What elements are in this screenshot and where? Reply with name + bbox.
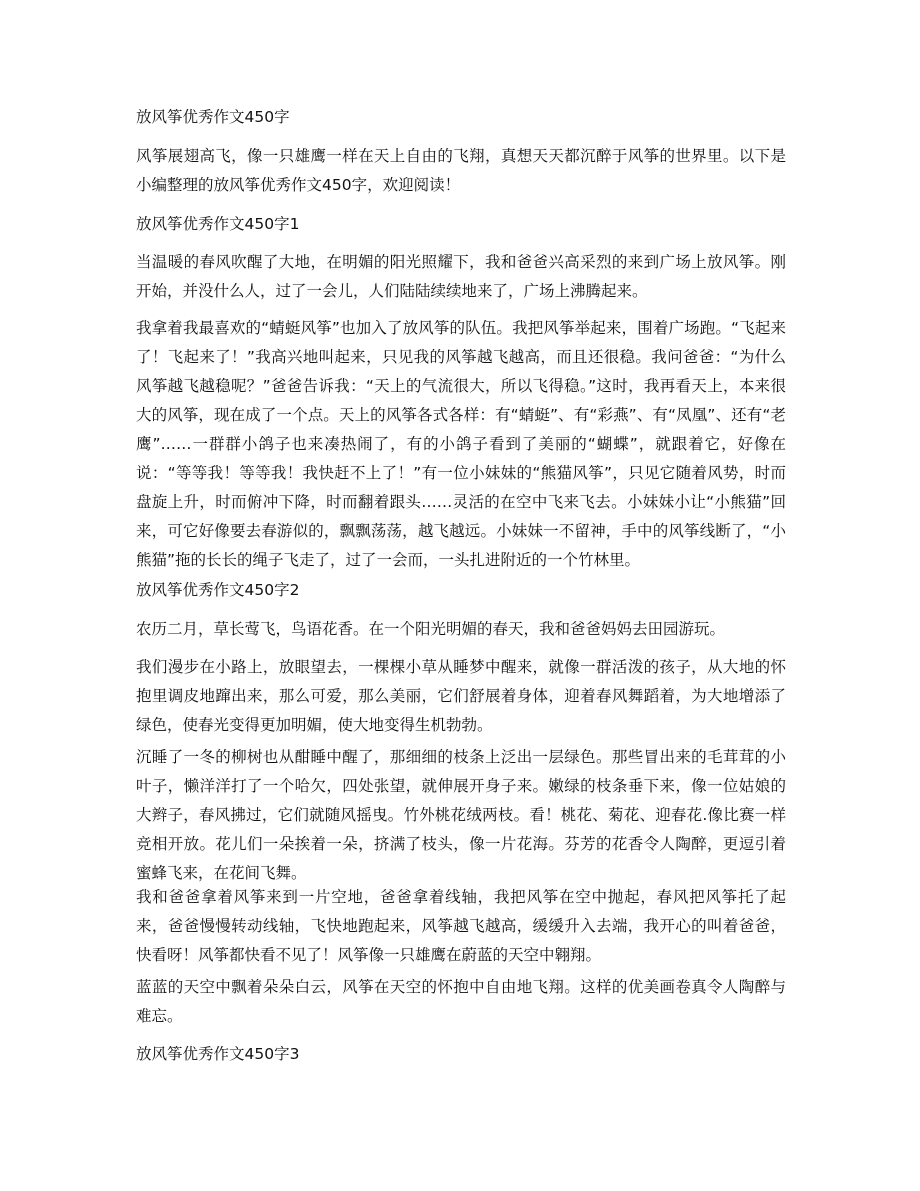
essay1-paragraph-2: 我拿着我最喜欢的“蜻蜓风筝”也加入了放风筝的队伍。我把风筝举起来，围着广场跑。“飞起来了！飞起来了！”我高兴地叫起来，只见我的风筝越飞越高，而且还很稳。我问爸爸：“为什么风筝越飞越稳呢？”爸爸告诉我：“天上的气流很大，所以飞得稳。”这时，我再看天上，本来很大的风筝，现在成了一个点。天上的风筝各式各样：有“蜻蜓”、有“彩燕”、有“凤凰”、还有“老鹰”……一群群小鸽子也来凑热闹了，有的小鸽子看到了美丽的“蝴蝶”，就跟着它，好像在说：“等等我！等等我！我快赶不上了！”有一位小妹妹的“熊猫风筝”，只见它随着风势，时而盘旋上升，时而俯冲下降，时而翻着跟头……灵活的在空中飞来飞去。小妹妹小让“小熊猫”回来，可它好像要去春游似的，飘飘荡荡，越飞越远。小妹妹一不留神，手中的风筝线断了，“小熊猫”拖的长长的绳子飞走了，过了一会而，一头扎进附近的一个竹林里。 — [136, 319, 786, 569]
essay2-paragraph-1: 农历二月，草长莺飞，鸟语花香。在一个阳光明媚的春天，我和爸爸妈妈去田园游玩。 — [136, 620, 726, 638]
intro-paragraph: 风筝展翅高飞，像一只雄鹰一样在天上自由的飞翔，真想天天都沉醉于风筝的世界里。以下是小编整理的放风筝优秀作文450字，欢迎阅读！ — [136, 147, 786, 194]
essay2-heading: 放风筝优秀作文450字2 — [136, 581, 300, 599]
essay2-paragraph-4: 我和爸爸拿着风筝来到一片空地，爸爸拿着线轴，我把风筝在空中抛起，春风把风筝托了起来，爸爸慢慢转动线轴，飞快地跑起来，风筝越飞越高，缓缓升入去端，我开心的叫着爸爸，快看呀！风筝都快看不见了！风筝像一只雄鹰在蔚蓝的天空中翱翔。 — [136, 888, 786, 964]
essay2-paragraph-3: 沉睡了一冬的柳树也从酣睡中醒了，那细细的枝条上泛出一层绿色。那些冒出来的毛茸茸的小叶子，懒洋洋打了一个哈欠，四处张望，就伸展开身子来。嫩绿的枝条垂下来，像一位姑娘的大辫子，春风拂过，它们就随风摇曳。竹外桃花绒两枝。看！桃花、菊花、迎春花.像比赛一样竞相开放。花儿们一朵挨着一朵，挤满了枝头，像一片花海。芬芳的花香令人陶醉，更逗引着蜜蜂飞来，在花间飞舞。 — [136, 748, 786, 882]
essay3-heading: 放风筝优秀作文450字3 — [136, 1045, 300, 1063]
essay2-paragraph-2: 我们漫步在小路上，放眼望去，一棵棵小草从睡梦中醒来，就像一群活泼的孩子，从大地的怀抱里调皮地蹿出来，那么可爱，那么美丽，它们舒展着身体，迎着春风舞蹈着，为大地增添了绿色，使春光变得更加明媚，使大地变得生机勃勃。 — [136, 658, 786, 734]
essay1-heading: 放风筝优秀作文450字1 — [136, 215, 300, 233]
essay1-paragraph-1: 当温暖的春风吹醒了大地，在明媚的阳光照耀下，我和爸爸兴高采烈的来到广场上放风筝。刚开始，并没什么人，过了一会儿，人们陆陆续续地来了，广场上沸腾起来。 — [136, 253, 786, 300]
essay2-paragraph-5: 蓝蓝的天空中飘着朵朵白云，风筝在天空的怀抱中自由地飞翔。这样的优美画卷真令人陶醉与难忘。 — [136, 978, 786, 1025]
document-title: 放风筝优秀作文450字 — [136, 108, 290, 126]
